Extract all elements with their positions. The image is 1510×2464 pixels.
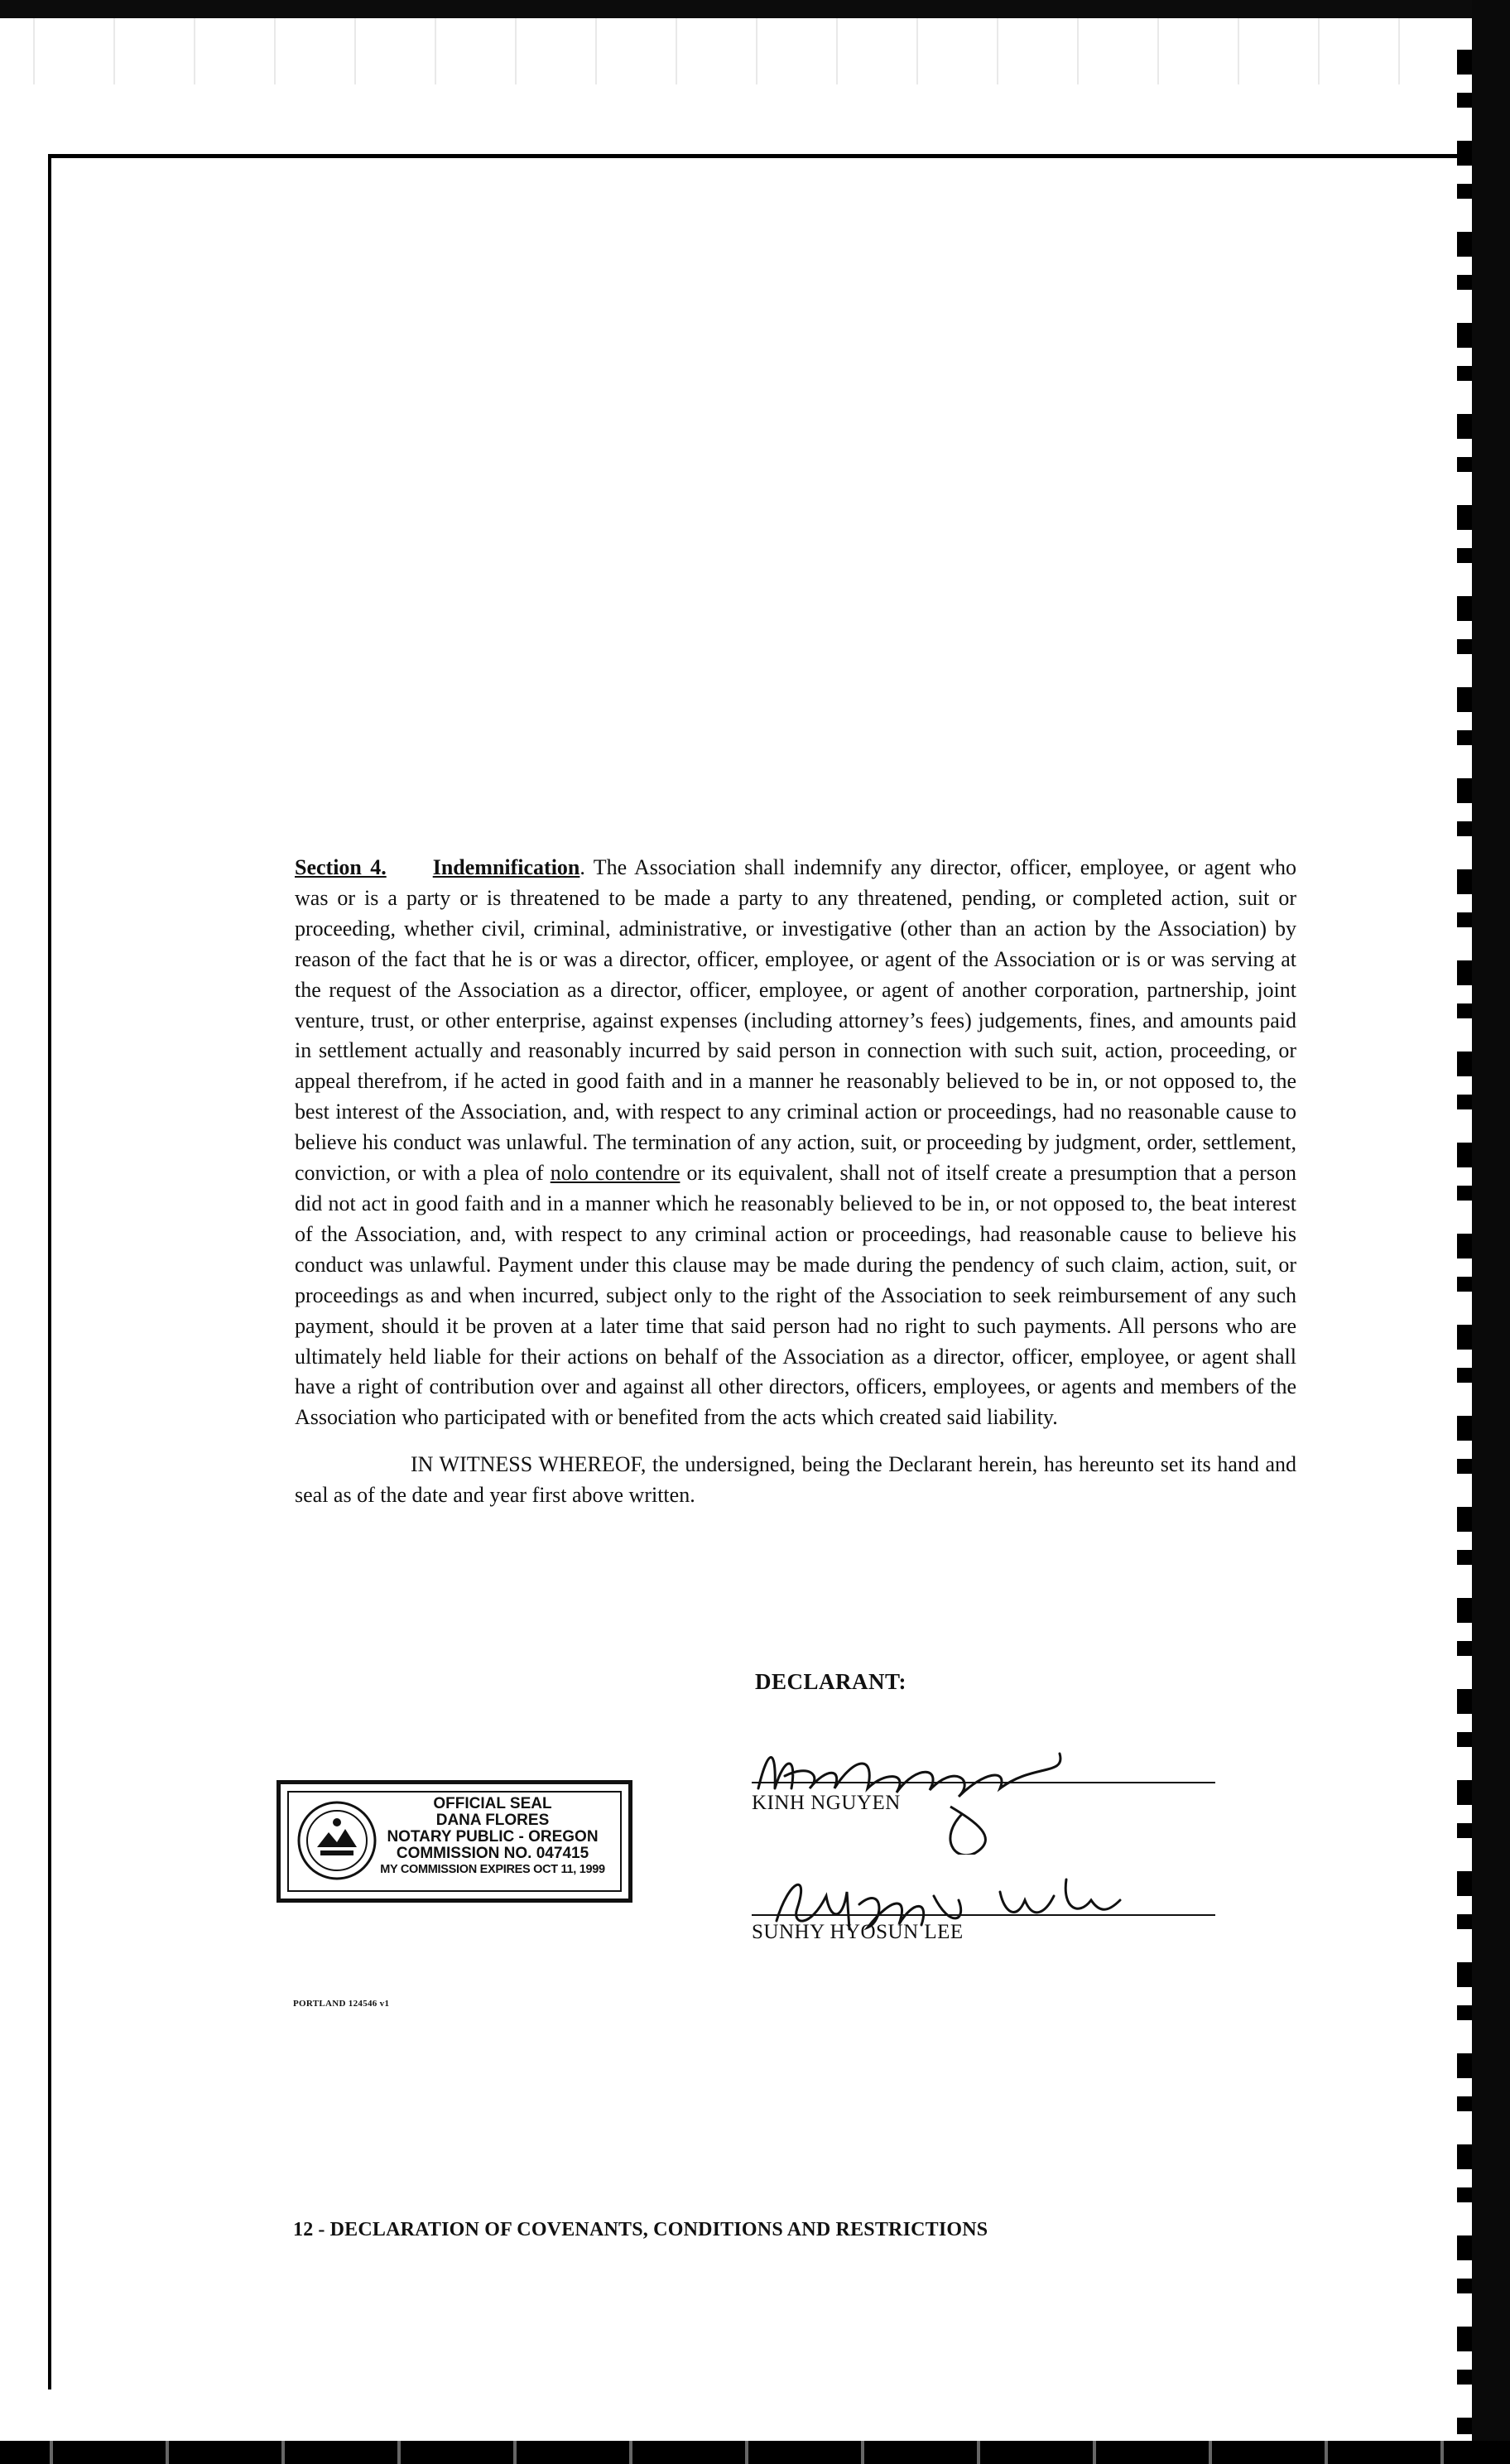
underlined-term: nolo contendre xyxy=(550,1161,680,1186)
signature-block-1 xyxy=(752,1730,1215,1855)
section-text-part2: or its equivalent, shall not of itself create a presumption that a person did not act in good faith and in a manner which he reasonably believed to be in, or not opposed to, the beat interest of the Association, and, with respect to any criminal action or proceedings, had reasonable cause to believe his conduct was unlawful. Payment under this clause may be made during the pendency of such claim, action, suit, or proceedings as and when incurred, subject only to the right of the Association to seek reimbursement of any such payment, should it be proven at a later time that said person had no right to such payments. All persons who are ultimately held liable for their actions on behalf of the Association as a director, officer, employee, or agent shall have a right of contribution over and against all other directors, officers, employees, or agents and members of the Association who participated with or benefited from the acts which created said liability. xyxy=(295,1161,1296,1430)
scan-border-right xyxy=(1472,0,1510,2464)
seal-line-4: COMMISSION NO. 047415 xyxy=(396,1845,589,1862)
notary-seal-text xyxy=(363,1796,622,1877)
seal-line-5: MY COMMISSION EXPIRES OCT 11, 1999 xyxy=(380,1863,605,1876)
page-frame-left xyxy=(48,154,51,2389)
seal-line-3: NOTARY PUBLIC - OREGON xyxy=(387,1828,599,1846)
document-reference: PORTLAND 124546 v1 xyxy=(293,1999,390,2009)
scan-noise xyxy=(0,18,1510,84)
seal-line-2: DANA FLORES xyxy=(435,1812,550,1829)
page-footer xyxy=(293,2219,988,2241)
document-body xyxy=(295,853,1296,1511)
footer-separator: - xyxy=(318,2219,325,2240)
page-frame-top xyxy=(48,154,1472,158)
seal-line-1: OFFICIAL SEAL xyxy=(433,1795,552,1812)
section-4-paragraph xyxy=(295,853,1296,1433)
scan-edge-right xyxy=(1457,50,1472,2434)
section-title: Indemnification xyxy=(432,855,580,879)
section-number: Section 4. xyxy=(295,855,387,879)
scan-border-bottom xyxy=(0,2441,1510,2464)
section-text-part1: . The Association shall indemnify any director, officer, employee, or agent who was or is a party or is threatened to be made a party to any threatened, pending, or completed action, suit or proceeding, whether civil, criminal, administrative, or investigative (other than an action by the Association) by reason of the fact that he is or was a director, officer, employee, or agent of the Association or is or was serving at the request of the Association as a director, officer, employee, or agent of another corporation, partnership, joint venture, trust, or other enterprise, against expenses (including attorney’s fees) judgements, fines, and amounts paid in settlement actually and reasonably incurred by said person in connection with such suit, action, proceeding, or appeal therefrom, if he acted in good faith and in a manner he reasonably believed to be in, or not opposed to, the best interest of the Association, and, with respect to any criminal action or proceedings, had no reasonable cause to believe his conduct was unlawful. The termination of any action, suit, or proceeding by judgment, order, settlement, conviction, or with a plea of xyxy=(295,855,1296,1186)
signer-name-1: KINH NGUYEN xyxy=(752,1792,901,1814)
declarant-label: DECLARANT: xyxy=(755,1669,907,1694)
scan-border-top xyxy=(0,0,1510,18)
declarant-heading-block xyxy=(755,1669,1219,1695)
witness-clause: IN WITNESS WHEREOF, the undersigned, being the Declarant herein, has hereunto set its hand and seal as of the date and year first above written. xyxy=(295,1452,1296,1508)
page-number: 12 xyxy=(293,2219,314,2240)
signature-line-1 xyxy=(752,1782,1215,1783)
footer-title: DECLARATION OF COVENANTS, CONDITIONS AND RESTRICTIONS xyxy=(329,2219,988,2240)
signature-line-2 xyxy=(752,1914,1215,1916)
signature-block-2 xyxy=(752,1863,1215,1946)
notary-seal-stamp xyxy=(277,1780,632,1903)
signer-name-2: SUNHY HYOSUN LEE xyxy=(752,1921,964,1943)
